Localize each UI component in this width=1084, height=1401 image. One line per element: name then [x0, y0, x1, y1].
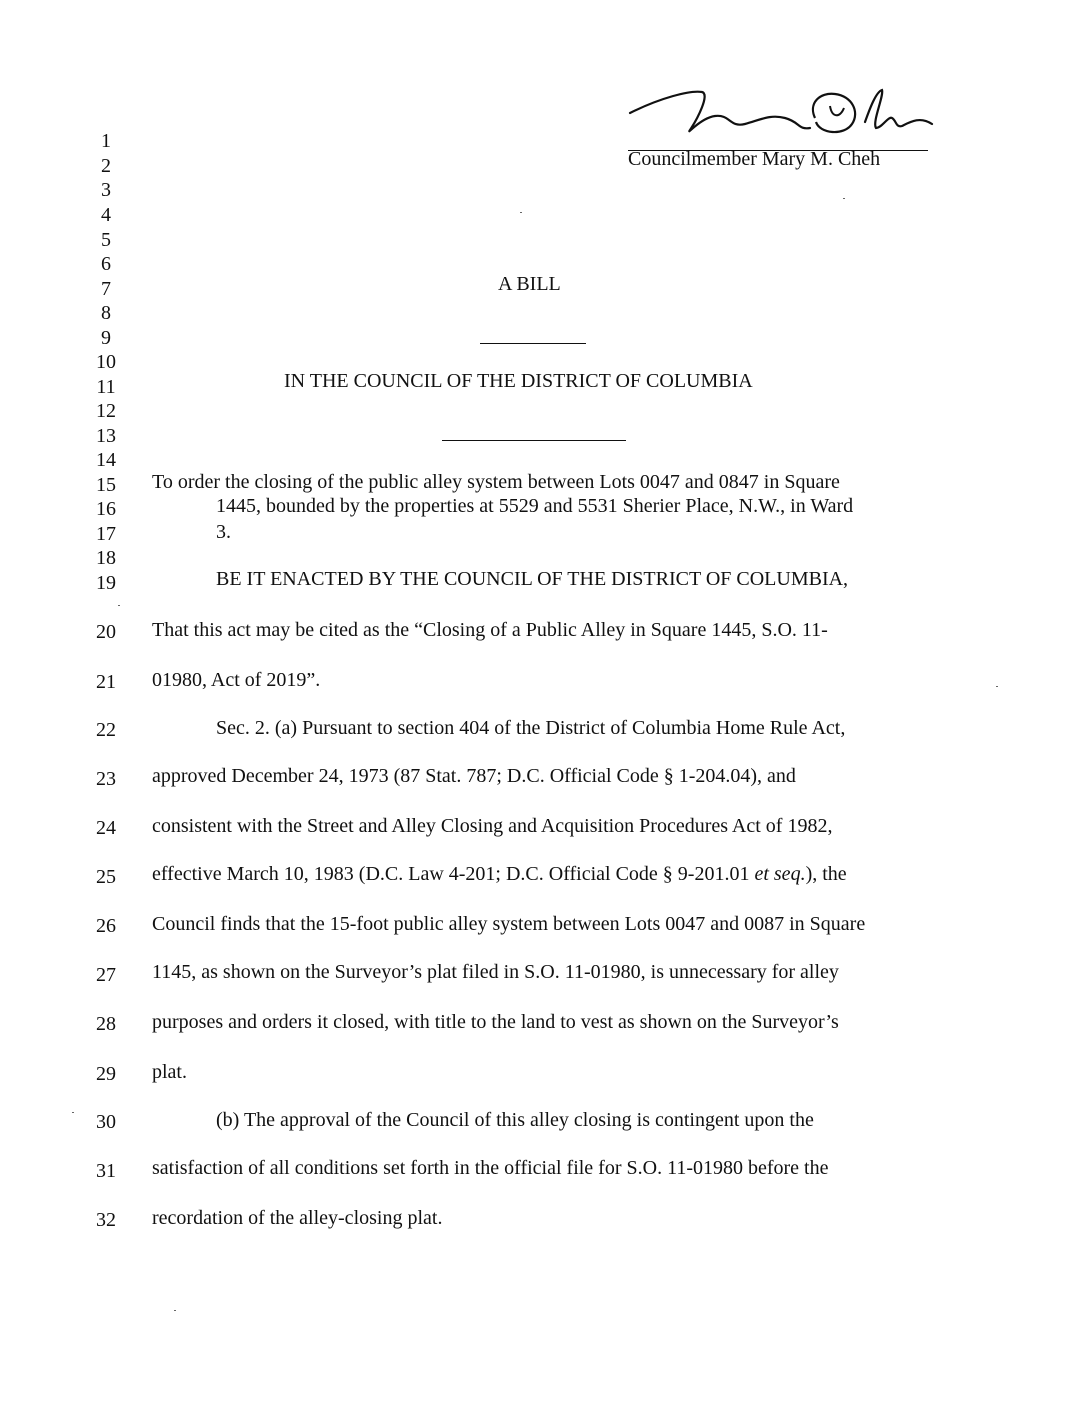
body-line-21: 01980, Act of 2019”.: [152, 669, 321, 691]
line-number: 1: [101, 130, 111, 152]
body-line-25-before: effective March 10, 1983 (D.C. Law 4-201; D.C. Official Code § 9-201.01: [152, 863, 755, 885]
line-number: 2: [101, 155, 111, 177]
line-number: 8: [101, 302, 111, 324]
line-number: 12: [96, 400, 116, 422]
body-line-29: plat.: [152, 1061, 187, 1083]
line-number: 7: [101, 278, 111, 300]
body-line-31: satisfaction of all conditions set forth in the official file for S.O. 11-01980 before the: [152, 1157, 829, 1179]
line-number: 27: [96, 964, 116, 986]
line-number: 16: [96, 498, 116, 520]
enacting-clause: BE IT ENACTED BY THE COUNCIL OF THE DISTRICT OF COLUMBIA,: [216, 568, 849, 590]
title-rule-short: [480, 343, 586, 344]
line-number: 25: [96, 866, 116, 888]
line-number: 3: [101, 179, 111, 201]
body-line-25-italic: et seq.: [754, 863, 806, 885]
line-number: 6: [101, 253, 111, 275]
scan-speck: [996, 686, 998, 687]
body-line-28: purposes and orders it closed, with title to the land to vest as shown on the Surveyor’s: [152, 1011, 839, 1033]
line-number: 14: [96, 449, 116, 471]
long-title-line-2: 1445, bounded by the properties at 5529 and 5531 Sherier Place, N.W., in Ward: [216, 495, 854, 517]
line-number: 30: [96, 1111, 116, 1133]
line-number: 22: [96, 719, 116, 741]
long-title-line-3: 3.: [216, 521, 231, 543]
title-rule-long: [442, 440, 626, 441]
scan-speck: [72, 1112, 74, 1113]
line-number: 17: [96, 523, 116, 545]
line-number: 28: [96, 1013, 116, 1035]
signature-name: Councilmember Mary M. Cheh: [628, 148, 881, 170]
body-line-30: (b) The approval of the Council of this alley closing is contingent upon the: [216, 1109, 814, 1131]
line-number: 9: [101, 327, 111, 349]
line-number: 24: [96, 817, 116, 839]
body-line-22: Sec. 2. (a) Pursuant to section 404 of the District of Columbia Home Rule Act,: [216, 717, 846, 739]
body-line-27: 1145, as shown on the Surveyor’s plat filed in S.O. 11-01980, is unnecessary for alley: [152, 961, 839, 983]
line-number: 10: [96, 351, 116, 373]
handwritten-signature: [620, 78, 960, 158]
body-line-24: consistent with the Street and Alley Closing and Acquisition Procedures Act of 1982,: [152, 815, 833, 837]
line-number: 23: [96, 768, 116, 790]
body-line-25-after: ), the: [805, 863, 847, 885]
scan-speck: [118, 605, 120, 606]
line-number: 32: [96, 1209, 116, 1231]
long-title-line-1: To order the closing of the public alley system between Lots 0047 and 0847 in Square: [152, 471, 840, 493]
body-line-23: approved December 24, 1973 (87 Stat. 787; D.C. Official Code § 1-204.04), and: [152, 765, 796, 787]
council-heading: IN THE COUNCIL OF THE DISTRICT OF COLUMBIA: [284, 370, 753, 392]
body-line-25: [152, 864, 847, 884]
body-line-32: recordation of the alley-closing plat.: [152, 1207, 443, 1229]
line-number: 5: [101, 229, 111, 251]
body-line-26: Council finds that the 15-foot public alley system between Lots 0047 and 0087 in Square: [152, 913, 866, 935]
line-number: 21: [96, 671, 116, 693]
scan-speck: [843, 198, 845, 199]
scan-speck: [520, 212, 522, 213]
line-number: 4: [101, 204, 111, 226]
line-number: 20: [96, 621, 116, 643]
line-number: 13: [96, 425, 116, 447]
line-number: 15: [96, 474, 116, 496]
line-number: 31: [96, 1160, 116, 1182]
line-number: 11: [96, 376, 116, 398]
line-number: 26: [96, 915, 116, 937]
line-number: 19: [96, 572, 116, 594]
bill-heading: A BILL: [498, 273, 561, 295]
body-line-20: That this act may be cited as the “Closing of a Public Alley in Square 1445, S.O. 11-: [152, 619, 828, 641]
line-number: 29: [96, 1063, 116, 1085]
scan-speck: [174, 1310, 176, 1311]
line-number: 18: [96, 547, 116, 569]
